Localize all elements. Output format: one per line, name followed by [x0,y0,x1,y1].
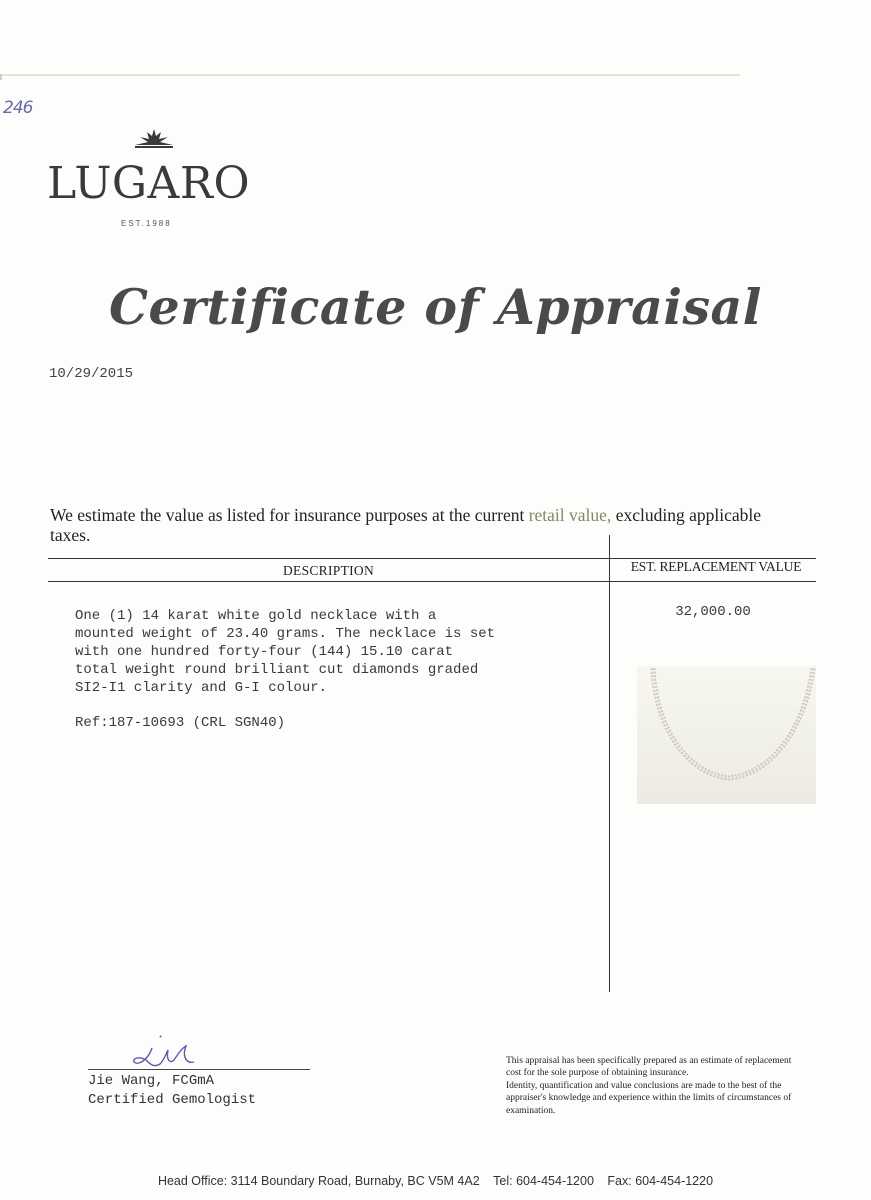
crown-icon [133,127,175,151]
brand-established: EST.1988 [121,219,172,228]
table-divider-upper [609,535,610,559]
appraisal-date: 10/29/2015 [49,366,134,382]
table-column-divider [609,558,610,992]
replacement-value: 32,000.00 [675,604,751,620]
scan-edge [0,74,740,76]
disclaimer-limits: Identity, quantification and value conclusions are made to the best of the appraiser's knowledge and experience within the limits of circumstances of examination. [506,1080,792,1116]
intro-statement [50,505,770,545]
value-column-header: EST. REPLACEMENT VALUE [630,559,802,574]
intro-text-1: We estimate the value as listed for insurance purposes at the current [50,505,529,525]
footer-fax: Fax: 604-454-1220 [607,1174,714,1188]
table-rule-header-bottom [48,581,816,582]
scan-edge-left [0,74,2,80]
intro-text-2: excluding applicable taxes. [50,505,761,545]
description-column-header: DESCRIPTION [282,563,375,578]
handwritten-page-number: 246 [3,98,33,118]
disclaimer [506,1055,806,1117]
intro-retail-value: retail value, [528,505,612,525]
appraiser-title: Certified Gemologist [88,1092,257,1108]
appraiser-name: Jie Wang, FCGmA [88,1073,215,1089]
footer-address: Head Office: 3114 Boundary Road, Burnaby, BC V5M 4A2 [157,1174,480,1188]
footer-phone: Tel: 604-454-1200 [493,1174,594,1188]
footer-contact [0,1174,871,1188]
item-description: One (1) 14 karat white gold necklace with a mounted weight of 23.40 grams. The necklace is set with one hundred forty-four (144) 15.10 carat total weight round brilliant cut diamonds graded SI2-I1 clarity and G-I colour. [75,608,496,696]
necklace-photo [637,666,816,804]
disclaimer-purpose: This appraisal has been specifically prepared as an estimate of replacement cost for the sole purpose of obtaining insurance. [506,1056,792,1079]
brand-logo: LUGARO [47,158,251,209]
item-reference: Ref:187-10693 (CRL SGN40) [75,715,286,731]
page-title: Certificate of Appraisal [109,278,762,336]
signature-line [88,1069,310,1070]
